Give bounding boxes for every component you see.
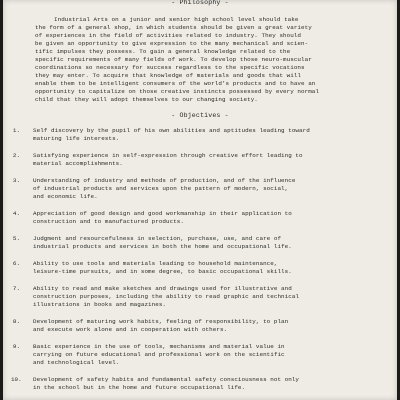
document-page <box>3 0 397 400</box>
objective-number: 4. <box>12 210 20 217</box>
philosophy-line: child that they will adopt themselves to our changing society. <box>35 96 258 103</box>
philosophy-line: tific impulses they possess. To gain a general knowledge related to the <box>35 48 291 55</box>
objective-number: 3. <box>12 177 20 184</box>
philosophy-line: coordinations so necessary for success regardless to the specific vocations <box>35 64 305 71</box>
objective-number: 7. <box>12 285 20 292</box>
philosophy-line: be given an opportunity to give expression to the many mechanical and scien- <box>35 40 309 47</box>
objective-line: of industrial products and services upon the pattern of modern, social, <box>33 185 289 192</box>
objective-line: leisure-time pursuits, and in some degree, to basic occupational skills. <box>33 268 292 275</box>
objective-line: Appreciation of good design and good workmanship in their application to <box>33 210 292 217</box>
philosophy-line: Industrial Arts on a junior and senior high school level should take <box>54 16 299 23</box>
objective-number: 10. <box>11 376 22 383</box>
objective-number: 5. <box>12 235 20 242</box>
objective-line: illustrations in books and magazines. <box>33 301 167 308</box>
philosophy-line: they may enter. To acquire that knowledge of materials and goods that will <box>35 72 302 79</box>
objective-line: construction purposes, including the ability to read graphic and technical <box>33 293 300 300</box>
objective-number: 2. <box>12 152 20 159</box>
philosophy-heading: - Philosophy - <box>171 0 229 6</box>
objective-line: Ability to use tools and materials leading to household maintenance, <box>33 260 278 267</box>
philosophy-line: specific requirements of many fields of work. To develop those neuro-muscular <box>35 56 312 63</box>
philosophy-line: the form of a general shop, in which students should be given a great variety <box>35 24 312 31</box>
objective-line: Self discovery by the pupil of his own abilities and aptitudes leading toward <box>33 127 310 134</box>
objective-number: 1. <box>12 127 20 134</box>
objective-line: carrying on future educational and professional work on the scientific <box>33 351 285 358</box>
objective-line: Development of maturing work habits, feeling of responsibility, to plan <box>33 318 289 325</box>
philosophy-line: opportunity to capitalize on those creative instincts possessed by every normal <box>35 88 320 95</box>
objective-line: and execute work alone and in cooperation with others. <box>33 326 228 333</box>
objective-line: construction and to manufactured products. <box>33 218 184 225</box>
objective-number: 6. <box>12 260 20 267</box>
objective-line: Ability to read and make sketches and drawings used for illustrative and <box>33 285 292 292</box>
objective-number: 8. <box>12 318 20 325</box>
philosophy-line: enable them to be intelligent consumers of the world's products and to have an <box>35 80 316 87</box>
objective-line: industrial products and services in both the home and occupational life. <box>33 243 292 250</box>
objective-line: in the school but in the home and future occupational life. <box>33 384 246 391</box>
objectives-heading: - Objectives - <box>171 112 229 119</box>
objective-line: Judgment and resourcefulness in selection, purchase, use, and care of <box>33 235 282 242</box>
objective-number: 9. <box>12 343 20 350</box>
objective-line: Basic experience in the use of tools, mechanisms and material value in <box>33 343 285 350</box>
objective-line: material accomplishments. <box>33 160 123 167</box>
objective-line: Understanding of industry and methods of production, and of the influence <box>33 177 296 184</box>
objective-line: Development of safety habits and fundamental safety consciousness not only <box>33 376 300 383</box>
objective-line: maturing life interests. <box>33 135 120 142</box>
philosophy-line: of experiences in the field of activities related to industry. They should <box>35 32 302 39</box>
objective-line: and economic life. <box>33 193 98 200</box>
objective-line: Satisfying experience in self-expression through creative effort leading to <box>33 152 303 159</box>
objective-line: and technological level. <box>33 359 120 366</box>
